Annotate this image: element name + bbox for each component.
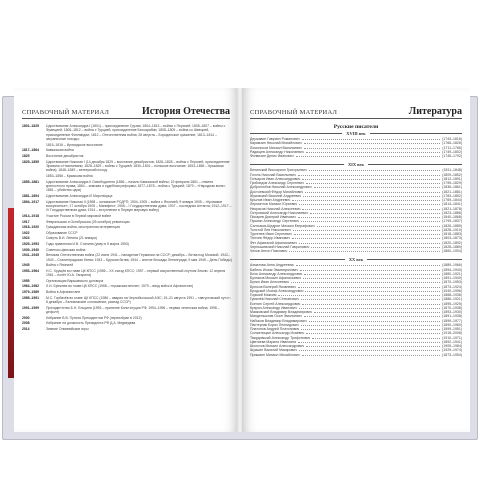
timeline-year: 1945 — [22, 263, 30, 268]
timeline-entry — [22, 296, 232, 305]
timeline-year: 1918–1920 — [22, 225, 39, 230]
dot-leader — [304, 314, 440, 317]
right-page — [242, 88, 470, 432]
writer-years: (1823–1886) — [442, 210, 462, 215]
timeline-year: 1817–1864 — [22, 148, 39, 153]
writer-name: Ломоносов Михаил Васильевич — [250, 145, 302, 150]
dot-leader — [298, 173, 440, 176]
timeline-year: 1825 — [22, 154, 30, 158]
writer-years: (1891–1938) — [442, 314, 462, 319]
writer-years: (1929–1974) — [442, 348, 462, 353]
writer-years: (1828–1910) — [442, 227, 462, 232]
writer-name: Писарев Дмитрий Иванович — [250, 215, 296, 219]
left-page-header — [22, 102, 230, 119]
writer-name: Пастернак Борис Леонидович — [250, 322, 299, 327]
writer-years: (1821–1881) — [442, 189, 462, 194]
writer-years: (1814–1841) — [442, 202, 462, 207]
timeline-text: Избрание В.В. Путина Президентом РФ (переизбран в 2012) — [46, 315, 142, 320]
writer-years: (1812–1891) — [442, 176, 462, 181]
writer-years: (1890–1960) — [442, 322, 462, 327]
writer-name: Гончаров Иван Александрович — [250, 176, 301, 181]
writer-name: Платонов Андрей Платонович — [250, 327, 300, 331]
writer-name: Твардовский Александр Трифонович — [250, 335, 311, 340]
writer-years: (1899–1951) — [442, 327, 462, 331]
timeline-year: 1939–1940 — [22, 247, 39, 252]
right-header-label: СПРАВОЧНЫЙ МАТЕРИАЛ — [250, 109, 338, 116]
dot-leader — [302, 353, 441, 356]
timeline-text: Царствование Александра I (1801) – присоединение Грузии; 1804–1813 – войны с Персией; 1805–1807 – войны с Францией; 1806–1812 – война с Турцией, присоединение Бессарабии; 1808–1809 – война со Швецией, присоединение Финляндии; 1812 – Отечественная война; 26 августа – Бородинское сражение; 1813–1814 – заграничные походы; — [46, 124, 226, 142]
timeline-year: 2014 — [22, 326, 30, 331]
dot-leader — [299, 241, 440, 244]
writer-name: Гоголь Николай Васильевич — [250, 172, 296, 177]
right-page-header — [250, 102, 462, 119]
timeline-entry — [22, 248, 232, 252]
timeline-year: 1941–1945 — [22, 253, 39, 258]
writer-years: (1873–1954) — [442, 352, 462, 357]
writer-name: Тютчев Фёдор Иванович — [250, 236, 291, 241]
writer-name: Державин Гавриил Романович — [250, 137, 300, 141]
writer-name: Добролюбов Николай Александрович — [250, 185, 312, 190]
century-label: XVIII век — [346, 131, 366, 136]
writer-years: (1873–1924) — [442, 284, 462, 289]
writer-name: Шукшин Василий Макарович — [250, 348, 298, 353]
timeline-entry — [22, 290, 232, 294]
writers-list-title: Русские писатели — [333, 124, 379, 130]
writer-years: (1891–1940) — [442, 276, 462, 280]
timeline-year: 1953–1964 — [22, 268, 39, 273]
writer-years: (1821–1878) — [442, 206, 462, 211]
dot-leader — [292, 198, 440, 201]
timeline-entry — [22, 306, 232, 315]
writer-years: (1799–1837) — [442, 219, 462, 224]
dot-leader — [296, 263, 441, 266]
timeline-entry — [22, 200, 232, 213]
century-label: XIX век — [348, 162, 364, 168]
dot-leader — [305, 190, 440, 193]
timeline-entry — [22, 225, 232, 229]
writer-name: Шолохов Михаил Александрович — [250, 344, 305, 348]
timeline-text: Восстание декабристов — [46, 154, 84, 158]
writer-name: Белинский Виссарион Григорьевич — [250, 168, 307, 173]
timeline-entry — [22, 174, 232, 178]
timeline-text: Царствование Николая I (14 декабря 1825 – восстание декабристов; 1826–1828 – войны с Персией, присоединение Эривани и Нахичевани; 1828–1829 – войны с Турцией; 1830–1831 – польское восстание; 1853–1856 – Крымская война); 1848–1849 – венгерский поход; — [46, 159, 230, 173]
timeline-year: 1881–1894 — [22, 194, 39, 198]
writer-years: (1826–1889) — [442, 223, 462, 228]
timeline-text: Война с Японией — [46, 263, 74, 268]
dot-leader — [299, 202, 440, 205]
timeline-year: 1855–1881 — [22, 179, 39, 184]
dot-leader — [304, 272, 440, 275]
writer-years: (1840–1868) — [442, 215, 462, 219]
writer-name: Тургенев Иван Сергеевич — [250, 232, 292, 236]
century-rule — [250, 164, 344, 165]
timeline-year: 1922 — [22, 230, 30, 235]
timeline-text: 1815–1816 – Ирландское восстание — [46, 142, 103, 147]
timeline-entry — [22, 284, 232, 288]
timeline-year: 2000 — [22, 315, 30, 320]
writer-name: Куприн Александр Иванович — [250, 305, 297, 310]
writer-name: Горький Максим — [250, 293, 277, 297]
writer-years: (1940–1996) — [442, 288, 462, 293]
dot-leader — [309, 319, 441, 322]
writer-years: (1870–1953) — [442, 280, 462, 285]
timeline-year: 1917 — [22, 219, 30, 224]
writer-years: (1803–1873) — [442, 236, 462, 241]
timeline-entry — [22, 194, 232, 198]
writer-name: Чернышевский Николай Гаврилович — [250, 244, 310, 249]
dot-leader — [314, 185, 441, 188]
writer-years: (1743–1816) — [442, 137, 462, 141]
century-rule — [250, 133, 342, 134]
dot-leader — [304, 146, 440, 149]
dot-leader — [314, 310, 440, 313]
writer-years: (1711–1765) — [442, 145, 462, 150]
timeline-text: Годы правления И.В. Сталина (умер в 5 марта 1953) — [46, 241, 129, 246]
timeline-text: Зимние Олимпийские игры — [46, 326, 89, 331]
timeline-entry — [22, 269, 232, 278]
dot-leader — [302, 177, 440, 180]
timeline-text: М.С. Горбачёв во главе ЦК КПСС (1986 – авария на Чернобыльской АЭС; 19–21 августа 1991 – «августовский путч»; 8 декабря – Беловежские соглашения, распад СССР) — [46, 295, 231, 304]
dot-leader — [291, 280, 440, 283]
writer-years: (1769–1844) — [442, 198, 462, 202]
writer-name: Некрасов Николай Алексеевич — [250, 206, 301, 211]
history-timeline — [22, 124, 232, 332]
writer-name: Крылов Иван Андреевич — [250, 198, 291, 202]
timeline-entry — [22, 263, 232, 267]
timeline-entry — [22, 160, 232, 173]
timeline-text: Н.С. Хрущёв во главе ЦК КПСС (1956 – XX съезд КПСС; 1957 – первый искусственный спутник Земли; 12 апреля 1961 – полёт Ю.А. Гагарина) — [46, 268, 226, 278]
writer-name: Набоков Владимир Владимирович — [250, 318, 307, 323]
writer-name: Бунин Иван Алексеевич — [250, 280, 290, 285]
timeline-year: 1964–1982 — [22, 284, 39, 289]
dot-leader — [303, 194, 440, 197]
timeline-year: 2008 — [22, 321, 30, 326]
open-notebook — [2, 88, 478, 440]
timeline-year — [22, 174, 46, 178]
writer-name: Цветаева Марина Ивановна — [250, 339, 296, 344]
writer-name: Бабель Исаак Эммануилович — [250, 267, 299, 272]
timeline-text: Советско-финская война — [46, 247, 86, 252]
writer-name: Салтыков-Щедрин Михаил Евграфович — [250, 223, 315, 228]
timeline-year: 1924 — [22, 236, 30, 241]
dot-leader — [306, 150, 440, 153]
timeline-text: Президентство Б.Н. Ельцина (1993 – принятие Конституции РФ; 1994–1996 – первая чеченская война; 1998 – дефолт) — [46, 305, 220, 314]
writer-name: Бродский Иосиф Александрович — [250, 288, 304, 293]
left-page — [14, 88, 238, 432]
timeline-text: Образование СССР — [46, 230, 78, 235]
left-header-title: История Отечества — [141, 106, 230, 117]
timeline-entry — [22, 242, 232, 246]
timeline-entry — [22, 143, 232, 147]
writer-years: (1895–1925) — [442, 301, 462, 306]
section-gap — [250, 158, 462, 161]
timeline-entry — [22, 231, 232, 235]
dot-leader — [302, 207, 440, 210]
writers-list — [250, 124, 462, 357]
timeline-year: 1979–1989 — [22, 289, 39, 294]
dot-leader — [299, 348, 440, 351]
timeline-entry — [22, 148, 232, 152]
dot-leader — [309, 168, 441, 171]
century-heading — [250, 162, 462, 167]
dot-leader — [312, 336, 440, 339]
timeline-text: 1853–1856 – Крымская война — [46, 174, 93, 178]
dot-leader — [302, 137, 440, 140]
writer-name: Карамзин Николай Михайлович — [250, 141, 302, 146]
timeline-entry — [22, 316, 232, 320]
timeline-text: Царствование Александра III Миротворца — [46, 194, 113, 198]
writer-name: Блок Александр Александрович — [250, 271, 303, 276]
dot-leader — [317, 224, 441, 227]
timeline-entry — [22, 321, 232, 325]
dot-leader — [298, 215, 440, 218]
writer-years: (1886–1921) — [442, 297, 462, 302]
writer-years: (1820–1892) — [442, 240, 462, 245]
writer-years: (1868–1936) — [442, 293, 462, 297]
writer-name: Маяковский Владимир Владимирович — [250, 310, 313, 314]
writer-name: Лермонтов Михаил Юрьевич — [250, 202, 298, 207]
section-gap — [250, 253, 462, 256]
timeline-entry — [22, 154, 232, 158]
dot-leader — [305, 289, 440, 292]
timeline-text: Гражданская война, иностранная интервенция — [46, 225, 120, 230]
writer-years: (1749–1802) — [442, 149, 462, 154]
writer-name: Радищев Александр Николаевич — [250, 149, 304, 154]
writer-years: (1910–1971) — [442, 335, 462, 340]
timeline-text: Кавказская война — [46, 148, 74, 153]
writer-name: Грибоедов Александр Сергеевич — [250, 181, 304, 185]
timeline-text: Февральская и Октябрьская (25 октября) революции — [46, 219, 130, 224]
left-header-label: СПРАВОЧНЫЙ МАТЕРИАЛ — [22, 109, 110, 116]
century-rule — [370, 133, 462, 134]
writer-name: Достоевский Фёдор Михайлович — [250, 189, 304, 194]
dot-leader — [294, 232, 440, 235]
timeline-entry — [22, 236, 232, 240]
dot-leader — [296, 154, 441, 157]
timeline-entry — [22, 253, 232, 262]
dot-leader — [278, 293, 440, 296]
timeline-year: 1991–1999 — [22, 305, 39, 310]
timeline-year: 1925–1953 — [22, 241, 39, 246]
writer-years: (1870–1938) — [442, 305, 462, 310]
timeline-year: 1825–1855 — [22, 159, 39, 164]
writer-years: (1905–1984) — [442, 344, 462, 348]
dot-leader — [306, 331, 440, 334]
dot-leader — [306, 181, 440, 184]
writer-name: Толстой Лев Николаевич — [250, 227, 291, 232]
writer-name: Есенин Сергей Александрович — [250, 301, 301, 306]
dot-leader — [301, 219, 440, 222]
dot-leader — [302, 302, 440, 305]
writer-years: (1889–1966) — [442, 263, 462, 268]
century-rule — [250, 259, 345, 260]
writer-years: (1809–1852) — [442, 172, 462, 177]
timeline-year: 1955 — [22, 278, 30, 283]
writer-years: (1783–1852) — [442, 193, 462, 198]
timeline-year — [22, 143, 46, 147]
writer-name: Жуковский Василий Андреевич — [250, 193, 302, 198]
dot-leader — [298, 340, 440, 343]
timeline-entry — [22, 220, 232, 224]
century-heading — [250, 257, 462, 262]
century-label: XX век — [348, 257, 364, 263]
timeline-year: 1985–1991 — [22, 295, 39, 300]
timeline-entry — [22, 214, 232, 218]
dot-leader — [310, 211, 440, 214]
timeline-text: Организация Варшавского договора — [46, 278, 104, 283]
dot-leader — [300, 268, 440, 271]
timeline-text: Война в Афганистане — [46, 289, 81, 294]
writer-years: (1860–1904) — [442, 249, 462, 253]
writer-years: (1918–2008) — [442, 331, 462, 336]
writer-years: (1894–1940) — [442, 267, 462, 272]
writer-name: Пушкин Александр Сергеевич — [250, 219, 300, 224]
writer-years: (1892–1941) — [442, 339, 462, 344]
timeline-text: Смерть В.И. Ленина (21 января) — [46, 236, 97, 241]
writer-years: (1836–1861) — [442, 185, 462, 190]
timeline-entry — [22, 327, 232, 331]
dot-leader — [311, 245, 440, 248]
writer-name: Фонвизин Денис Иванович — [250, 154, 294, 158]
century-rule — [368, 164, 462, 165]
writer-name: Мандельштам Осип Эмильевич — [250, 314, 302, 319]
writer-years: (1811–1848) — [442, 168, 462, 173]
dot-leader — [301, 327, 440, 330]
writer-name: Фет Афанасий Афанасьевич — [250, 240, 298, 245]
dot-leader — [303, 276, 440, 279]
dot-leader — [306, 344, 440, 347]
writer-name: Пришвин Михаил Михайлович — [250, 352, 300, 357]
timeline-entry — [22, 180, 232, 193]
writer-name: Ахматова Анна Андреевна — [250, 263, 294, 268]
timeline-text: Избрание на должность Президента РФ Д.А. Медведева — [46, 321, 136, 326]
dot-leader — [289, 249, 440, 252]
writer-years: (1828–1889) — [442, 244, 462, 249]
timeline-text: Великая Отечественная война (22 июня 1941 – нападение Германии на СССР; декабрь – битва под Москвой; 1942–1943 – Сталинградская битва; 1943 – Курская битва; 1944 – снятие блокады Ленинграда; 9 мая 1945 – День Победы) — [46, 253, 232, 262]
timeline-text: Царствование Александра II Освободителя (1856 – начало Кавказской войны; 19 февраля 1861 – отмена крепостного права; 1864 – земская и судебная реформы; 1877–1878 – война с Турцией; 1879 – «Народная воля»; 1881 – убийство царя) — [46, 179, 226, 193]
writer-years: (1818–1883) — [442, 232, 462, 236]
writer-name: Островский Александр Николаевич — [250, 210, 308, 215]
dot-leader — [304, 141, 440, 144]
writer-name: Гумилёв Николай Степанович — [250, 297, 299, 302]
dot-leader — [299, 306, 440, 309]
writer-row — [250, 353, 462, 357]
timeline-entry — [22, 279, 232, 283]
dot-leader — [298, 285, 440, 288]
writer-years: (1795–1829) — [442, 181, 462, 185]
century-rule — [367, 259, 462, 260]
writer-years: (1893–1930) — [442, 310, 462, 314]
timeline-entry — [22, 124, 232, 142]
writer-years: (1745–1792) — [442, 154, 462, 158]
writer-name: Булгаков Михаил Афанасьевич — [250, 276, 302, 280]
dot-leader — [301, 323, 441, 326]
writer-years: (1899–1977) — [442, 318, 462, 323]
timeline-year: 1914–1918 — [22, 214, 39, 218]
timeline-year: 1801–1825 — [22, 124, 39, 128]
timeline-text: Л.И. Брежнев во главе ЦК КПСС (1968 – «пражская весна»; 1979 – ввод войск в Афганистан) — [46, 284, 194, 289]
dot-leader — [301, 297, 440, 300]
century-heading — [250, 131, 462, 136]
dot-leader — [293, 228, 441, 231]
writer-name: Солженицын Александр Исаевич — [250, 331, 305, 336]
writer-years: (1766–1826) — [442, 141, 462, 146]
right-header-title: Литература — [408, 106, 462, 117]
timeline-year: 1894–1917 — [22, 199, 39, 204]
timeline-text: Участие России в Первой мировой войне — [46, 214, 112, 218]
writer-years: (1880–1921) — [442, 271, 462, 276]
dot-leader — [292, 236, 440, 239]
writer-name: Брюсов Валерий Яковлевич — [250, 284, 296, 289]
timeline-text: Царствование Николая II (1898 – основание РСДРП; 1904–1905 – война с Японией; 9 января 1905 – «Кровавое воскресенье»; 17 октября 1905 – Манифест; 1906 – I Государственная дума; 1907 – последняя Антанта; 1912–1917 – IV Государственная дума; 1914 – вступление в Первую мировую войну) — [46, 199, 232, 213]
writer-name: Чехов Антон Павлович — [250, 249, 288, 253]
